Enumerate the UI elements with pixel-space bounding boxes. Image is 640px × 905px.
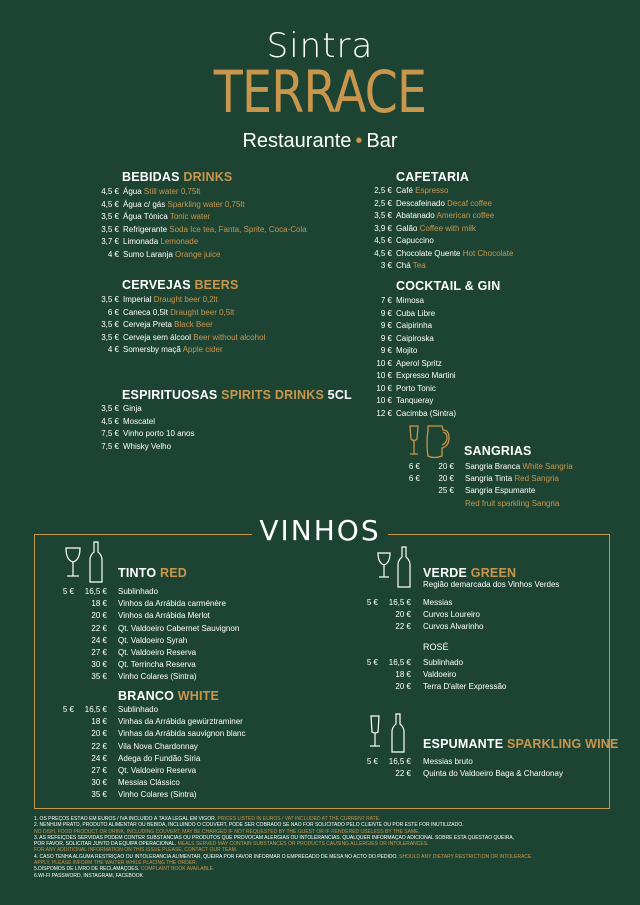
item-name [396,185,449,198]
item-name [118,659,196,672]
heading-verde: VERDE GREEN [423,566,517,580]
item-name-en: Soda Ice tea, Fanta, Sprite, Coca-Cola [169,224,307,234]
item-name [396,210,494,223]
item-name [118,741,198,754]
item-name [118,623,239,636]
item-name [123,294,218,307]
item-price: 6 € [107,307,119,317]
item-price-bottle: 24 € [91,753,107,763]
item-name-pt: Messias [423,598,453,607]
item-name [123,224,307,237]
item-name-en: Apple cider [182,345,223,354]
item-name [123,403,142,416]
item-price: 3,5 € [101,404,119,413]
item-name-pt: Terra D'alter Expressão [423,682,507,692]
item-price-bottle: 20 € [91,729,107,739]
item-name-pt: Messias bruto [423,757,473,766]
item-name-pt: Qt. Valdoeiro Syrah [118,635,188,645]
footer-en: PRICES LISTED IN EUROS / VAT INCLUDED AT THE CURRENT RATE. [217,816,381,822]
item-name [396,408,456,421]
item-name-pt: Vinhas da Arrábida gewürztraminer [118,717,243,727]
item-price-glass: 5 € [62,587,74,596]
item-name-pt: Sublinhado [423,658,464,667]
item-name-en: Espresso [415,186,449,195]
item-name-pt: Vinhos da Arrábida Merlot [118,611,210,621]
item-price-bottle: 30 € [91,778,107,788]
item-name-pt: Cerveja sem álcool [123,332,192,342]
item-price-glass: 5 € [366,598,378,607]
item-name [396,395,433,408]
item-name [118,671,197,684]
item-name-en: Beer without alcohol [193,332,266,342]
heading-espirituosas: ESPIRITUOSAS SPIRITS DRINKS 5CL [122,388,352,402]
item-name-pt: Adega do Fundão Síria [118,753,201,763]
item-name [396,223,476,236]
item-name-pt: Sumo Laranja [123,249,173,259]
item-name-pt: Aperol Spritz [396,358,442,368]
item-price: 4,5 € [101,416,119,426]
item-price: 12 € [376,408,392,418]
item-name-en: Sparkling water 0,75lt [167,199,245,209]
item-name-pt: Café [396,186,413,195]
item-name [396,308,435,321]
item-name-pt: Cuba Libre [396,308,436,318]
item-name-pt: Qt. Terrincha Reserva [118,660,196,670]
item-name [123,211,210,224]
item-name [423,681,506,694]
footer-pt: 5.DISPOMOS DE LIVRO DE RECLAMAÇÕES. [34,866,140,873]
item-price-bottle: 22 € [395,622,411,632]
item-name-pt: Expresso Martini [396,371,456,380]
item-name [423,609,480,622]
item-name-pt: Somersby maçã [123,345,181,354]
item-name-pt: Qt. Valdoeiro Cabernet Sauvignon [118,623,240,633]
footer-en: SHOULD ANY DIETARY RESTRICTION OR INTOLERACE [399,853,532,860]
brand-sub-bar: Bar [366,130,398,152]
item-name [118,610,210,623]
item-name [123,428,194,441]
item-name-pt: Descafeinado [396,198,445,208]
footer-en: MEALS SERVED MAY CONTAIN SUBSTANCES OR PRODUCTS CAUSING ALLERGIES OR INTOLERANCES. [177,841,429,848]
item-price: 3,5 € [101,295,119,304]
item-name [396,333,434,346]
heading-sangrias: SANGRIAS [464,444,532,458]
item-price-bottle: 22 € [91,741,107,751]
frame-line-left [34,534,252,535]
item-name-pt: Sangria Tinta [465,474,513,484]
item-name [123,344,223,357]
item-name [118,586,158,599]
item-name-pt: Abatanado [396,211,435,220]
footer-pt: POR FAVOR, SOLICITAR JUNTO DA EQUIPA OPERACIONAL. [34,841,177,848]
item-name [423,669,456,682]
item-price: 7,5 € [101,441,119,451]
item-name-en: Coffee with milk [419,223,476,233]
item-name [118,598,226,611]
item-price-glass: 5 € [366,757,378,766]
footer-pt: 2. NENHUM PRATO, PRODUTO ALIMENTAR OU BEBIDA, INCLUINDO O COUVERT, PODE SER COBRADO SE NÃO FOR SOLICITADO PELO CLIENTE OU POR ESTE FOR INUTILIZADO. [34,822,464,829]
item-name-pt: Imperial [123,295,152,304]
item-price-bottle: 20 € [91,611,107,621]
item-price-bottle: 18 € [91,717,107,727]
item-name-pt: Vinho Colares (Sintra) [118,790,197,800]
frame-line-right [388,534,609,535]
item-price-bottle: 35 € [91,672,107,682]
item-name-en: Still water 0,75lt [143,187,201,196]
item-name-en: Decaf coffee [447,198,492,208]
item-price: 3,5 € [374,211,392,220]
item-name-pt: Vila Nova Chardonnay [118,741,198,751]
item-name-pt: Mojito [396,346,418,355]
item-price-bottle: 18 € [395,670,411,680]
item-price-bottle: 20 € [395,610,411,620]
item-name [118,789,197,802]
footer-pt: 6.WI-FI PASSWORD, INSTAGRAM, FACEBOOK [34,872,143,879]
footer-en: NO DISH, FOOD PRODUCT OR DRINK, INCLUDING COUVERT, MAY BE CHARGED IF NOT REQUESTED BY THE GUEST OR IF RENDERED USELESS BY THE SAME. [34,828,420,835]
item-price: 3,9 € [374,223,392,233]
item-price-glass: 6 € [408,474,420,484]
item-name [123,319,213,332]
heading-cafetaria: CAFETARIA [396,170,470,184]
item-price-bottle: 16,5 € [388,598,411,607]
item-name-pt: Sangria Espumante [465,486,536,496]
item-price-bottle: 20 € [438,462,454,471]
item-price: 9 € [380,321,392,330]
item-name-pt: Sublinhado [118,587,159,596]
item-price: 2,5 € [374,198,392,208]
item-price: 7,5 € [101,429,119,438]
sangria-pitcher-icon [404,420,462,462]
item-name-pt: Galão [396,223,418,233]
espumante-glass-bottle-icon [366,712,412,754]
footer-en: COMPLAINT BOOK AVAILABLE. [140,866,215,873]
item-price-bottle: 16,5 € [388,658,411,667]
item-price: 3 € [380,261,392,270]
heading-bebidas: BEBIDAS DRINKS [122,170,233,184]
item-name [465,461,573,474]
heading-espumante: ESPUMANTE SPARKLING WINE [423,737,619,751]
item-name [123,249,220,262]
item-name [123,186,200,199]
item-name-en: Draught beer 0,2lt [153,295,218,304]
item-name-pt: Whisky Velho [123,441,172,451]
item-price: 7 € [380,296,392,305]
item-name [396,248,513,261]
item-price: 4 € [107,345,119,354]
brand-sub-restaurante: Restaurante [242,130,352,152]
item-name [118,704,158,717]
item-name [123,441,171,454]
brand-sub-dot: • [355,130,363,152]
item-name-pt: Água Tónica [123,212,168,221]
item-name-pt: Ginja [123,404,142,413]
item-name-pt: Chocolate Quente [396,248,461,258]
item-price: 4,5 € [101,187,119,196]
item-name-en: Tonic water [169,212,211,221]
item-price-bottle: 22 € [91,623,107,633]
item-price-bottle: 24 € [91,635,107,645]
item-name [396,358,442,371]
item-name-en: Draught beer 0,5lt [170,307,235,317]
item-price: 4,5 € [374,248,392,258]
item-price: 10 € [376,383,392,393]
item-name [123,307,234,320]
item-name [423,597,452,610]
item-name-pt: Vinho porto 10 anos [123,429,195,438]
brand-sintra: Sintra [266,26,374,66]
item-name-pt: Mimosa [396,296,425,305]
item-name [423,768,563,781]
heading-branco: BRANCO WHITE [118,689,220,703]
vinhos-title: VINHOS [259,514,381,547]
item-name-en: Red fruit sparkling Sangria [465,498,560,508]
item-name [118,635,187,648]
item-name-pt: Sangria Branca [465,462,521,471]
item-name-pt: Água [123,187,142,196]
item-name [118,728,246,741]
item-name [396,295,424,308]
item-name-pt: Água c/ gás [123,199,166,209]
item-price: 10 € [376,371,392,380]
item-name-en: American coffee [436,211,495,220]
item-price: 10 € [376,396,392,405]
item-price-bottle: 27 € [91,766,107,775]
item-price-bottle: 16,5 € [84,587,107,596]
item-price-bottle: 27 € [91,648,107,657]
item-name [118,753,200,766]
footer-notes [34,816,614,879]
item-name-en: Black Beer [174,320,213,329]
item-name-pt: Caneca 0,5lt [123,307,168,317]
item-price: 9 € [380,346,392,355]
footer-en: APPLY, PLEASE INFORM THE WAITER WHILE PLACING THE ORDER. [34,860,198,867]
item-price-bottle: 35 € [91,790,107,800]
heading-tinto: TINTO RED [118,566,187,580]
item-name [396,383,436,396]
item-price-glass: 5 € [366,658,378,667]
heading-cervejas: CERVEJAS BEERS [122,278,239,292]
item-name-pt: Cacimba (Sintra) [396,408,457,418]
item-name [118,765,196,778]
item-price: 4,5 € [374,236,392,245]
item-price-bottle: 16,5 € [84,705,107,714]
item-price: 9 € [380,308,392,318]
item-name [423,657,463,670]
item-price-bottle: 16,5 € [388,757,411,766]
item-price: 3,5 € [101,224,119,234]
item-name-pt: Tanqueray [396,396,434,405]
item-price: 4 € [107,249,119,259]
item-name-pt: Curvos Alvarinho [423,622,484,632]
item-price: 3,5 € [101,332,119,342]
item-name-pt: Limonada [123,237,159,246]
item-price: 3,7 € [101,237,119,246]
item-name [123,416,155,429]
item-name-en: Tea [412,261,426,270]
item-name-pt: Sublinhado [118,705,159,714]
item-name-pt: Qt. Valdoeiro Reserva [118,648,197,657]
item-name-pt: Vinhos da Arrábida carménère [118,599,226,609]
item-price-bottle: 30 € [91,660,107,670]
item-name-pt: Cerveja Preta [123,320,172,329]
brand-subtitle [0,130,640,153]
item-name [123,332,265,345]
item-name-en: Orange juice [175,249,221,259]
footer-line [34,873,614,879]
item-name-pt: Vinhas da Arrábida sauvignon blanc [118,729,246,739]
item-name-pt: Porto Tonic [396,383,436,393]
item-name [118,647,196,660]
item-name-en: Hot Chocolate [462,248,514,258]
item-name-pt: Curvos Loureiro [423,610,480,620]
footer-pt: 1. OS PREÇOS ESTÃO EM EUROS / IVA INCLUÍDO À TAXA LEGAL EM VIGOR. [34,816,217,822]
item-name-en: Red Sangria [514,474,559,484]
item-name-en: Lemonade [160,237,199,246]
heading-rose: ROSÉ [423,642,449,652]
item-name-en: White Sangria [522,462,573,471]
item-price: 9 € [380,333,392,343]
footer-pt: 3. AS REFEIÇÕES SERVIDAS PODEM CONTER SUBSTÂNCIAS OU PRODUTOS QUE PROVOCAM ALERGIAS OU INTOLERÂNCIAS. QUALQUER INFORMAÇÃO ADICIONAL SOBRE ESTA QUESTÃO QUEIRA, [34,834,515,841]
item-price: 2,5 € [374,186,392,195]
item-price-bottle: 18 € [91,599,107,609]
item-price-glass: 5 € [62,705,74,714]
item-name [423,756,473,769]
brand-terrace: TERRACE [213,58,427,126]
footer-en: FOR ANY ADDITIONAL INFORMATION ON THIS ISSUE PLEASE, CONTACT OUR TEAM. [34,847,238,854]
item-price-bottle: 22 € [395,769,411,779]
item-name [118,716,243,729]
item-name-pt: Chá [396,261,411,270]
heading-cocktail: COCKTAIL & GIN [396,279,501,293]
item-price-bottle: 20 € [395,682,411,692]
wine-glass-bottle-icon [60,540,108,584]
item-name-pt: Vinho Colares (Sintra) [118,672,197,682]
item-name [396,370,456,383]
item-name [396,198,492,211]
item-name-pt: Caipiroska [396,333,434,343]
item-price-glass: 6 € [408,462,420,471]
item-name [396,320,432,333]
item-price: 4,5 € [101,199,119,209]
item-name-pt: Quinta do Valdoeiro Baga & Chardonay [423,769,563,779]
item-price: 10 € [376,358,392,368]
item-name [423,621,483,634]
item-name-pt: Messias Clássico [118,778,180,788]
item-name [396,345,417,358]
item-name-pt: Refrigerante [123,224,168,234]
item-name-pt: Qt. Valdoeiro Reserva [118,766,197,775]
item-name [396,260,426,273]
verde-glass-bottle-icon [374,545,420,589]
item-name-pt: Moscatel [123,416,156,426]
verde-subtitle: Região demarcada dos Vinhos Verdes [423,580,560,589]
item-price-bottle: 20 € [438,474,454,484]
item-name-pt: Capuccino [396,236,434,245]
item-name [118,777,180,790]
item-name [396,235,434,248]
item-name-pt: Caipirinha [396,321,433,330]
item-name [123,199,244,212]
footer-pt: 4. CASO TENHA ALGUMA RESTRIÇÃO OU INTOLERÂNCIA ALIMENTAR, QUEIRA POR FAVOR INFORMAR O EMPREGADO DE MESA NO ACTO DO PEDIDO. [34,853,398,860]
item-name [123,236,198,249]
item-name-pt: Valdoeiro [423,670,457,680]
item-price-bottle: 25 € [438,486,454,496]
item-price: 3,5 € [101,320,119,329]
item-name [465,498,559,511]
item-name [465,485,535,498]
item-name [465,473,559,486]
item-price: 3,5 € [101,212,119,221]
